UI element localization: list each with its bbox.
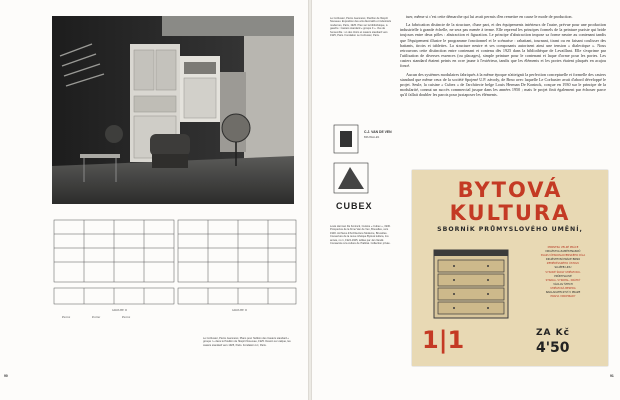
book-gutter [308, 0, 312, 400]
poster-list-item: STRAKA, VYKOPAL, KRÁTKÝ [545, 278, 581, 282]
poster-price [536, 328, 602, 356]
pavilion-interior-photo [52, 16, 294, 204]
poster-list-item: PRŮMYSLOVÉ [554, 274, 572, 278]
bytova-kultura-cover [412, 170, 608, 366]
cubex-poster-caption: Louis Herman De Koninck, Cuisine « Cubex », 1930. Prospectus de la firme Van de Ven, Bruxelles, vers 1930. Archives d'Architecture Moderne, Bruxelles. Couverture de la revue tchèque Bytová kultura, 1re année, no 1, 1924-1925, éditée par Jan Vaněk. Consacrée à la culture de l'habitat. Collection privée. [330, 225, 391, 246]
poster-list-item: DRUŽSTVA ZAMĚSTNANCŮ [545, 250, 581, 254]
photo-caption: Le Corbusier, Pierre Jeanneret, Pavillon de l'Esprit Nouveau. Exposition des arts décoratifs et industriels modernes, Paris, 1925. Plan sur la bibliothèque, à gauche : Casiers standard « groupe II ». Vue de l'ensemble : un des tiroirs et casiers standard vers 1925, Paris. Fondation Le Corbusier, Paris. [330, 17, 391, 38]
body-text [400, 14, 606, 100]
poster-list-item: SVAZU ČESKOSLOVENSKÉHO DÍLA [540, 254, 586, 258]
brand-top-sub: BRUXELLES [364, 136, 380, 139]
page-number-right: 91 [610, 374, 614, 378]
casier-standard-plans [52, 214, 298, 332]
body-paragraph: Aucun des systèmes modulaires fabriqués à la même époque n'atteignit la perfection conceptuelle et formelle des casiers standard que même ceux de la société Spojené U.P. závody, de Brno avec laquelle Le Corbusier avait d'abord développé le projet. Seule, la cuisine « Cubex » de l'architecte belge Louis Herman De Koninck, conçue en 1930 sur le principe de la modularité, connut un succès commercial jusque dans les années 1950 ; mais le projet finit également par échouer parce qu'il fallait doubler les parois pour juxtaposer les éléments. [400, 71, 606, 98]
poster-list-item: UMĚLECKÁ BESEDA [550, 286, 576, 290]
poster-subtitle: SBORNÍK PRŮMYSLOVÉHO UMĚNÍ, [437, 226, 583, 233]
poster-list-item: SLUŽEB LIDU [554, 266, 572, 270]
poster-list-item: MINISTRA VELKÉ PRÁCE [547, 246, 579, 249]
poster-title-line1: BYTOVÁ [457, 178, 563, 202]
plan-row-label: Pierrot [122, 315, 131, 319]
poster-price-label: ZA Kč [536, 328, 570, 338]
plan-label-left: GROUPE II [112, 308, 127, 312]
poster-list-item: NAKLADATELSTVÍ V PRAZE [545, 291, 581, 295]
brand-top: C.J. VAN DE VEN [364, 130, 392, 134]
chest-of-drawers-illustration [428, 244, 514, 324]
body-paragraph: La fabrication distincte de la structure, d'une part, et des équipements intérieurs de l'autre, prévue pour une production industrielle à grande échelle, ne sera pas menée à terme. Elle reprend les principes formels de la peinture puriste qui bride toujours entre deux pôles : abstraction et figuration. Le principe d'abstraction impose sa forme neutre au contenant tandis que l'équipement illustre le programme fonctionnel et le scénarise : rabattant, tournant, tirant ou en faisant coulisser des battants, tiroirs et tablettes. La structure neutre et ses composants autorisent ainsi une tension « dialectique ». Nous retrouvons cette distinction entre contenant et contenu dès 1925 dans la bibliothèque de Levaillant. Elle s'exprime par l'utilisation de diverses essences (ou placages), simple peinture pour le contenant et laque d'orme pour les portes. Les casiers standard étaient peints en ocre jaune à l'extérieur, tandis que les éléments et les portes étaient plaqués en acajou foncé. [400, 22, 606, 69]
plans-caption: Le Corbusier, Pierre Jeanneret, Plans pour l'édition des Casiers standard « groupe I » dans le Pavillon de l'Esprit Nouveau, 1925. Dessin sur calque, les casiers standard vers 1925, Paris. Fondation LC, Paris. [203, 337, 291, 347]
plan-row-label: Pierrot [62, 315, 71, 319]
poster-list-item: VÁCLAV ŠTECH [553, 282, 573, 286]
poster-contributors [522, 246, 604, 299]
poster-list-item: PRAHA VINOHRADY [550, 295, 576, 299]
poster-list-item: VYSOKÉ ŠKOLY UMĚLECKO- [545, 270, 581, 274]
poster-title-line2: KULTURA [449, 201, 571, 225]
poster-list-item: ZEMĚDĚLSKÉHO ÚSTAVU [546, 262, 580, 266]
brand-bottom: CUBEX [336, 201, 373, 211]
body-paragraph: tuer, même si c'est cette démarche qui lui avait permis d'en remettre en cause le mode de production. [406, 14, 573, 19]
plan-label-right: GROUPE II [232, 308, 247, 312]
cubex-logos [330, 123, 392, 219]
page-number-left: 90 [4, 374, 8, 378]
plan-row-label: Portier [92, 315, 101, 319]
poster-list-item: DRUŽSTEVNÍ PRÁCE BRNO [545, 258, 581, 262]
poster-issue-number: 1|1 [422, 326, 465, 354]
poster-price-value: 4'50 [536, 340, 570, 356]
